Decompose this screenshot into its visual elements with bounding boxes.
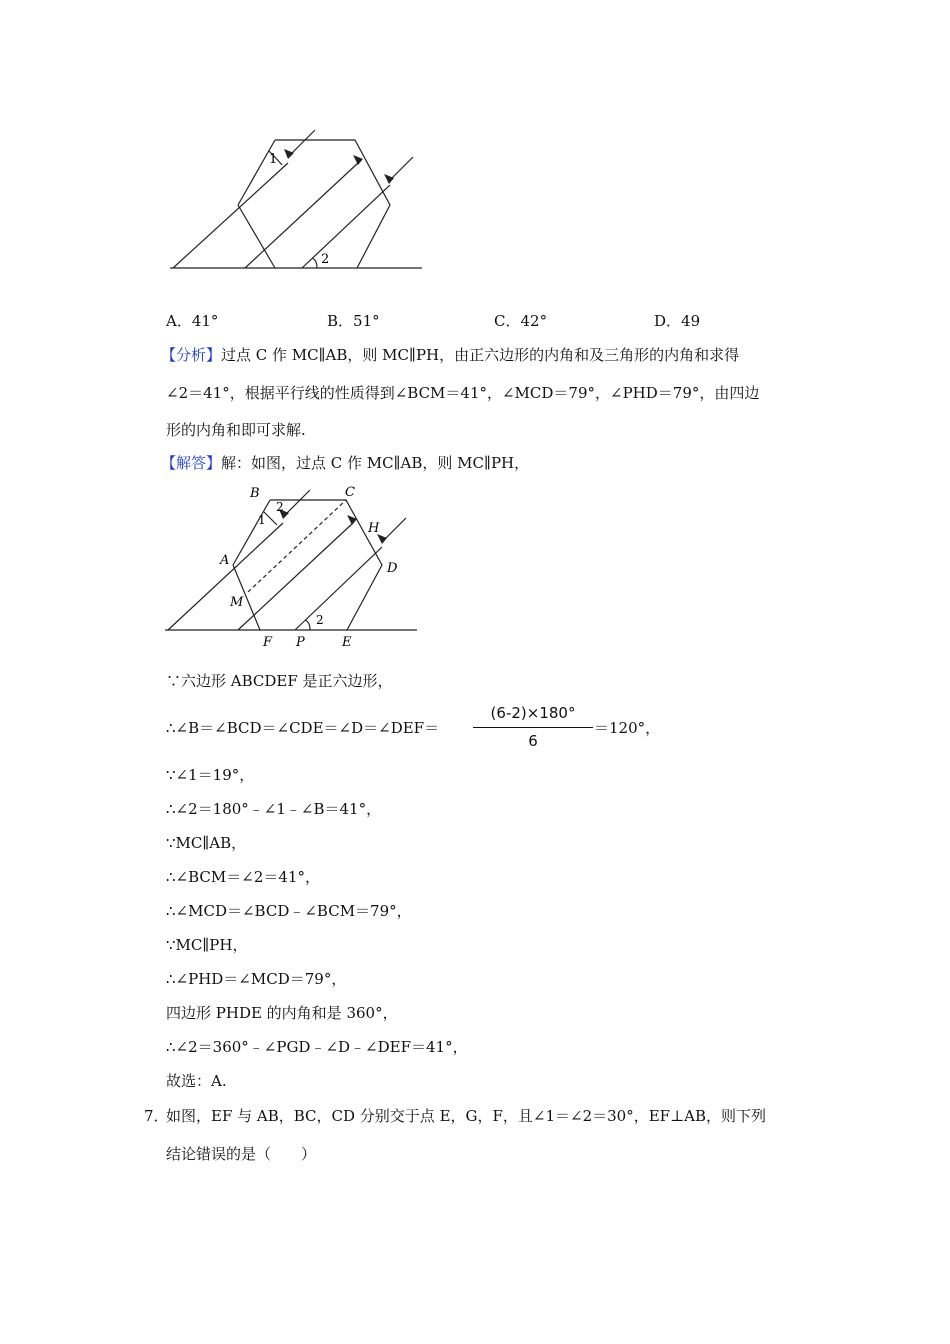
arrow-head-1 (284, 149, 294, 159)
fraction-numerator: (6-2)×180° (490, 704, 576, 722)
vertex-a-label: A (220, 553, 230, 568)
hexagon2-left-top (233, 500, 270, 565)
step-2-suffix: ＝120°， (594, 719, 661, 737)
point-h-label: H (368, 521, 380, 536)
angle2-2-label: 2 (316, 613, 324, 627)
option-b: B．51° (327, 312, 380, 330)
slanted-line-1 (173, 163, 288, 268)
vertex-e-label: E (342, 635, 352, 650)
point-p-label: P (296, 635, 305, 650)
analysis-line-3: 形的内角和即可求解. (166, 421, 306, 439)
question-7-line-2: 结论错误的是（ ） (166, 1145, 317, 1163)
option-a: A．41° (166, 312, 219, 330)
analysis-line-2: ∠2＝41°，根据平行线的性质得到∠BCM＝41°，∠MCD＝79°，∠PHD＝79°，由四边 (166, 384, 760, 402)
angle-1-label: 1 (269, 152, 278, 167)
point-m-label: M (230, 595, 244, 610)
analysis-text-1: 过点 C 作 MC∥AB，则 MC∥PH，由正六边形的内角和及三角形的内角和求得 (221, 346, 740, 364)
analysis-line-1 (161, 344, 739, 365)
arrow-head-3 (384, 174, 394, 184)
hexagon-left-bottom (238, 205, 275, 268)
step-11: ∴∠2＝360°﹣∠PGD﹣∠D﹣∠DEF＝41°， (166, 1038, 468, 1056)
slanted2-line-1 (168, 523, 283, 630)
arrow-head-2 (353, 155, 363, 165)
answer-text: 解：如图，过点 C 作 MC∥AB，则 MC∥PH， (221, 454, 530, 472)
figure-1-diagram (165, 125, 430, 275)
angle2-1-label: 1 (258, 513, 266, 527)
vertex-b-label: B (250, 486, 260, 501)
step-4: ∴∠2＝180°﹣∠1﹣∠B＝41°， (166, 800, 382, 818)
answer-line (161, 452, 529, 473)
step-5: ∵MC∥AB， (166, 834, 247, 852)
question-7-number: 7． (144, 1107, 169, 1125)
vertex-f-label: F (263, 635, 273, 650)
step-6: ∴∠BCM＝∠2＝41°， (166, 868, 320, 886)
step-10: 四边形 PHDE 的内角和是 360°， (166, 1004, 398, 1022)
angle-2-arc (312, 258, 317, 268)
angle-2-label: 2 (321, 252, 330, 267)
option-c: C．42° (494, 312, 548, 330)
angle2-2-arc (305, 620, 310, 630)
step-2-prefix: ∴∠B＝∠BCD＝∠CDE＝∠D＝∠DEF＝ (166, 719, 440, 737)
hexagon-right (275, 140, 390, 268)
figure-2-diagram (160, 480, 425, 652)
slanted-line-3 (302, 185, 390, 268)
option-d: D．49 (654, 312, 701, 330)
step-3: ∵∠1＝19°， (166, 766, 255, 784)
step-9: ∴∠PHD＝∠MCD＝79°， (166, 970, 347, 988)
fraction-bar (473, 727, 593, 728)
hexagon-left-top (238, 140, 278, 205)
step-12: 故选：A. (166, 1072, 227, 1090)
vertex-d-label: D (387, 561, 398, 576)
answer-tag: 【解答】 (161, 454, 222, 472)
analysis-tag: 【分析】 (161, 346, 222, 364)
step-8: ∵MC∥PH， (166, 936, 248, 954)
question-7-line-1: 如图，EF 与 AB，BC，CD 分别交于点 E，G，F，且∠1＝∠2＝30°，EF⊥AB，则下列 (166, 1107, 767, 1125)
vertex-c-label: C (345, 485, 355, 500)
slanted-line-2 (245, 163, 358, 268)
slanted2-line-2 (238, 523, 353, 630)
step-2-fraction (473, 704, 593, 754)
step-1: ∵六边形 ABCDEF 是正六边形， (166, 672, 393, 690)
fraction-denominator: 6 (528, 732, 538, 750)
step-7: ∴∠MCD＝∠BCD﹣∠BCM＝79°， (166, 902, 412, 920)
angle2-top-2-label: 2 (276, 500, 284, 514)
